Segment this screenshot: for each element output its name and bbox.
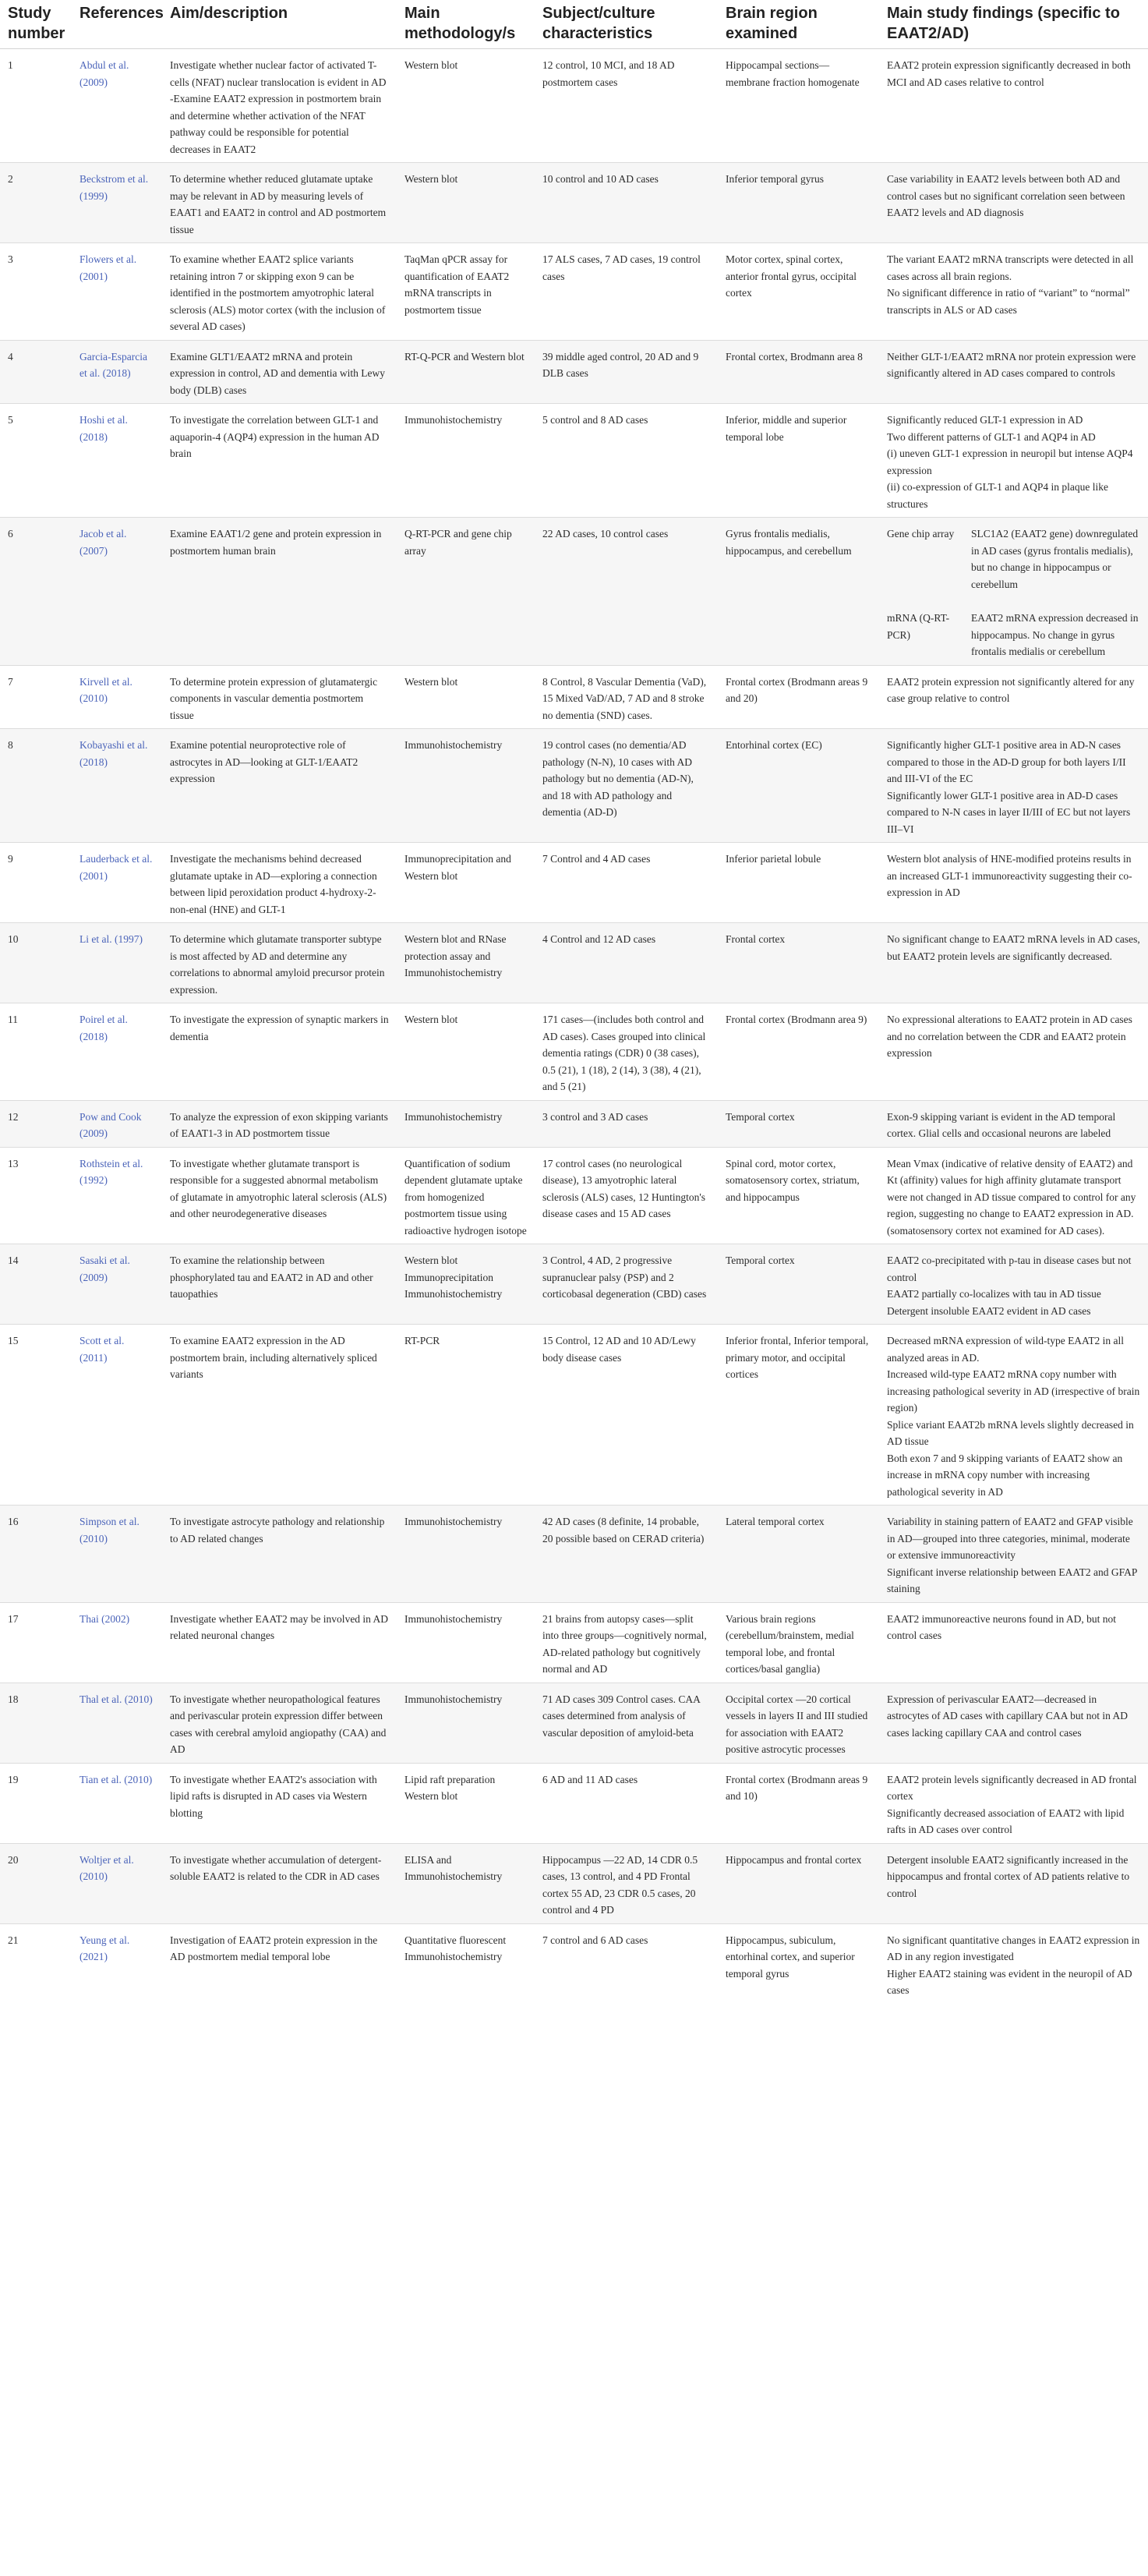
finding-line: No expressional alterations to EAAT2 protein in AD cases and no correlation between the CDR and EAAT2 protein expression (887, 1014, 1132, 1059)
reference-link[interactable]: Jacob et al. (2007) (79, 528, 127, 557)
subject-cell: 15 Control, 12 AD and 10 AD/Lewy body disease cases (535, 1325, 718, 1506)
finding-line: Neither GLT-1/EAAT2 mRNA nor protein expression were significantly altered in AD cases compared to controls (887, 350, 1136, 379)
header-references: References (72, 3, 162, 49)
subject-cell: 17 ALS cases, 7 AD cases, 19 control cases (535, 243, 718, 341)
aim-cell: To investigate whether glutamate transport is responsible for a suggested abnormal metabolism of glutamate in amyotrophic lateral sclerosis (ALS) and other neurodegenerative diseases (162, 1147, 397, 1244)
subject-cell: 8 Control, 8 Vascular Dementia (VaD), 15 Mixed VaD/AD, 7 AD and 8 stroke no dementia (SND) cases. (535, 665, 718, 729)
reference-cell (72, 1506, 162, 1603)
reference-cell (72, 1003, 162, 1101)
finding-line: EAAT2 partially co-localizes with tau in AD tissue (887, 1288, 1101, 1300)
findings-method-text: EAAT2 mRNA expression decreased in hippocampus. No change in gyrus frontalis medialis or cerebellum (971, 612, 1139, 657)
finding-line: Increased wild-type EAAT2 mRNA copy number with increasing pathological severity in AD (irrespective of brain region) (887, 1368, 1140, 1414)
findings-cell (879, 1506, 1148, 1603)
methodology-cell: Western blot and RNase protection assay and Immunohistochemistry (397, 923, 535, 1003)
finding-line: Exon-9 skipping variant is evident in the AD temporal cortex. Glial cells and occasional neurons are labeled (887, 1110, 1116, 1139)
aim-cell: Examine potential neuroprotective role of astrocytes in AD—looking at GLT-1/EAAT2 expression (162, 729, 397, 843)
table-row (0, 1325, 1148, 1506)
subject-cell: 17 control cases (no neurological disease), 13 amyotrophic lateral sclerosis (ALS) cases, 12 Huntington's disease cases and 15 AD cases (535, 1147, 718, 1244)
finding-line: Decreased mRNA expression of wild-type EAAT2 in all analyzed areas in AD. (887, 1335, 1125, 1364)
table-row (0, 49, 1148, 163)
finding-line: Significantly decreased association of EAAT2 with lipid rafts in AD cases over control (887, 1806, 1125, 1835)
finding-line: Detergent insoluble EAAT2 evident in AD cases (887, 1304, 1091, 1317)
study-number: 5 (0, 404, 72, 518)
header-subject: Subject/culture characteristics (535, 3, 718, 49)
study-number: 15 (0, 1325, 72, 1506)
aim-cell: To examine whether EAAT2 splice variants retaining intron 7 or skipping exon 9 can be identified in the postmortem amyotrophic lateral sclerosis (ALS) motor cortex (with the inclusion of several AD cases) (162, 243, 397, 341)
methodology-cell: Immunoprecipitation and Western blot (397, 843, 535, 923)
finding-line: (ii) co-expression of GLT-1 and AQP4 in plaque like structures (887, 481, 1108, 510)
table-row (0, 1683, 1148, 1763)
aim-cell: Investigation of EAAT2 protein expression in the AD postmortem medial temporal lobe (170, 1934, 378, 1962)
table-row (0, 1843, 1148, 1923)
reference-link[interactable]: Scott et al. (2011) (79, 1335, 125, 1364)
brain-region-cell: Frontal cortex (718, 923, 879, 1003)
finding-line: EAAT2 co-precipitated with p-tau in disease cases but not control (887, 1254, 1132, 1283)
reference-link[interactable]: Kobayashi et al. (2018) (79, 739, 148, 768)
findings-cell (879, 923, 1148, 1003)
methodology-cell: Quantification of sodium dependent glutamate uptake from homogenized postmortem tissue using radioactive hydrogen isotope (397, 1147, 535, 1244)
methodology-cell: RT-PCR (397, 1325, 535, 1506)
methodology-cell: Western blot Immunoprecipitation Immunohistochemistry (397, 1244, 535, 1325)
brain-region-cell: Temporal cortex (718, 1100, 879, 1147)
reference-link[interactable]: Simpson et al. (2010) (79, 1516, 140, 1545)
findings-gap (887, 593, 1140, 610)
methodology-cell: Immunohistochemistry (397, 1100, 535, 1147)
methodology-cell: Lipid raft preparation Western blot (397, 1763, 535, 1843)
methodology-cell: Western blot (397, 1003, 535, 1101)
methodology-cell: Immunohistochemistry (397, 1602, 535, 1683)
study-table (0, 3, 1148, 2004)
table-row (0, 163, 1148, 243)
reference-link[interactable]: Hoshi et al. (2018) (79, 414, 128, 443)
findings-cell (879, 243, 1148, 341)
findings-cell (879, 1602, 1148, 1683)
study-number: 19 (0, 1763, 72, 1843)
reference-cell (72, 843, 162, 923)
header-study-number: Study number (0, 3, 72, 49)
subject-cell: 3 Control, 4 AD, 2 progressive supranuclear palsy (PSP) and 2 corticobasal degeneration (CBD) cases (535, 1244, 718, 1325)
brain-region-cell: Hippocampal sections—membrane fraction homogenate (718, 49, 879, 163)
reference-link[interactable]: Beckstrom et al. (1999) (79, 173, 149, 202)
reference-link[interactable]: Kirvell et al. (2010) (79, 675, 132, 704)
table-body (0, 49, 1148, 2004)
brain-region-cell: Lateral temporal cortex (718, 1506, 879, 1603)
findings-method-text: SLC1A2 (EAAT2 gene) downregulated in AD cases (gyrus frontalis medialis), but no change in hippocampus or cerebellum (971, 528, 1139, 590)
aim-cell: Investigate whether nuclear factor of activated T-cells (NFAT) nuclear translocation is evident in AD -Examine EAAT2 expression in postmortem brain and determine whether activation of the NFAT pathway could be responsible for potential decreases in EAAT2 (162, 49, 397, 163)
findings-cell (879, 1843, 1148, 1923)
findings-cell (879, 404, 1148, 518)
subject-cell: 6 AD and 11 AD cases (535, 1763, 718, 1843)
finding-line: No significant difference in ratio of “variant” to “normal” transcripts in ALS or AD cases (887, 287, 1130, 316)
aim-cell: To analyze the expression of exon skipping variants of EAAT1-3 in AD postmortem tissue (162, 1100, 397, 1147)
methodology-cell: Immunohistochemistry (397, 404, 535, 518)
reference-cell (72, 340, 162, 404)
aim-cell: To investigate whether accumulation of detergent-soluble EAAT2 is related to the CDR in AD cases (162, 1843, 397, 1923)
reference-link[interactable]: Poirel et al. (2018) (79, 1014, 128, 1042)
findings-cell (879, 729, 1148, 843)
findings-cell (879, 665, 1148, 729)
findings-cell (879, 340, 1148, 404)
table-row (0, 1602, 1148, 1683)
aim-cell: To examine the relationship between phosphorylated tau and EAAT2 in AD and other tauopathies (162, 1244, 397, 1325)
subject-cell: 7 control and 6 AD cases (542, 1934, 648, 1946)
brain-region-cell: Gyrus frontalis medialis, hippocampus, and cerebellum (718, 518, 879, 666)
aim-cell: To determine which glutamate transporter subtype is most affected by AD and determine any correlations to abnormal amyloid precursor protein expression. (162, 923, 397, 1003)
header-findings: Main study findings (specific to EAAT2/AD) (879, 3, 1148, 49)
study-number: 7 (0, 665, 72, 729)
reference-link[interactable]: Flowers et al. (2001) (79, 253, 137, 282)
finding-line: Significantly reduced GLT-1 expression in AD (887, 414, 1083, 426)
reference-cell (72, 1763, 162, 1843)
brain-region-cell: Frontal cortex (Brodmann areas 9 and 20) (718, 665, 879, 729)
reference-link[interactable]: Li et al. (1997) (79, 933, 143, 945)
reference-cell (72, 404, 162, 518)
study-number: 4 (0, 340, 72, 404)
brain-region-cell: Temporal cortex (718, 1244, 879, 1325)
findings-cell (879, 1325, 1148, 1506)
study-number: 1 (0, 49, 72, 163)
table-row (0, 843, 1148, 923)
brain-region-cell: Motor cortex, spinal cortex, anterior frontal gyrus, occipital cortex (718, 243, 879, 341)
finding-line: Significantly lower GLT-1 positive area in AD-D cases compared to N-N cases in layer II/III of EC but not layers III–VI (887, 789, 1131, 835)
brain-region-cell: Hippocampus and frontal cortex (718, 1843, 879, 1923)
finding-line: EAAT2 protein levels significantly decreased in AD frontal cortex (887, 1773, 1137, 1802)
study-number: 12 (0, 1100, 72, 1147)
aim-cell: To determine protein expression of glutamatergic components in vascular dementia postmortem tissue (162, 665, 397, 729)
reference-cell (72, 729, 162, 843)
study-number: 21 (8, 1934, 19, 1946)
header-brain-region: Brain region examined (718, 3, 879, 49)
findings-cell (879, 163, 1148, 243)
brain-region-cell: Inferior frontal, Inferior temporal, primary motor, and occipital cortices (718, 1325, 879, 1506)
reference-cell (72, 1683, 162, 1763)
reference-link[interactable]: Yeung et al. (2021) (79, 1934, 130, 1962)
methodology-cell: Immunohistochemistry (397, 1683, 535, 1763)
reference-cell (72, 665, 162, 729)
table-row (0, 243, 1148, 341)
reference-link[interactable]: Rothstein et al. (1992) (79, 1157, 143, 1186)
aim-cell: Examine EAAT1/2 gene and protein expression in postmortem human brain (162, 518, 397, 666)
methodology-cell: Immunohistochemistry (397, 1506, 535, 1603)
aim-cell: Investigate whether EAAT2 may be involved in AD related neuronal changes (162, 1602, 397, 1683)
study-number: 9 (0, 843, 72, 923)
reference-cell (72, 1602, 162, 1683)
findings-subrow (887, 525, 1140, 593)
study-number: 17 (0, 1602, 72, 1683)
table-row (0, 1923, 1148, 2004)
table-row (0, 1506, 1148, 1603)
study-number: 20 (0, 1843, 72, 1923)
study-number: 14 (0, 1244, 72, 1325)
table-row (0, 729, 1148, 843)
header-row (0, 3, 1148, 49)
study-number: 18 (0, 1683, 72, 1763)
subject-cell: 7 Control and 4 AD cases (535, 843, 718, 923)
study-number: 8 (0, 729, 72, 843)
header-methodology: Main methodology/s (397, 3, 535, 49)
brain-region-cell: Spinal cord, motor cortex, somatosensory cortex, striatum, and hippocampus (718, 1147, 879, 1244)
reference-link[interactable]: Pow and Cook (2009) (79, 1110, 142, 1139)
aim-cell: To investigate the expression of synaptic markers in dementia (162, 1003, 397, 1101)
table-row (0, 340, 1148, 404)
aim-cell: To examine EAAT2 expression in the AD postmortem brain, including alternatively spliced variants (162, 1325, 397, 1506)
finding-line: Higher EAAT2 staining was evident in the neuropil of AD cases (887, 1967, 1132, 1996)
subject-cell: 4 Control and 12 AD cases (535, 923, 718, 1003)
table-row (0, 923, 1148, 1003)
subject-cell: Hippocampus —22 AD, 14 CDR 0.5 cases, 13 control, and 4 PD Frontal cortex 55 AD, 23 CDR 0.5 cases, 20 control and 4 PD (535, 1843, 718, 1923)
reference-link[interactable]: Lauderback et al. (2001) (79, 853, 153, 882)
brain-region-cell: Occipital cortex —20 cortical vessels in layers II and III studied for association with EAAT2 positive astrocytic processes (718, 1683, 879, 1763)
table-row (0, 1244, 1148, 1325)
findings-cell (879, 1100, 1148, 1147)
table-row (0, 1003, 1148, 1101)
finding-line: (i) uneven GLT-1 expression in neuropil but intense AQP4 expression (887, 448, 1133, 476)
methodology-cell: TaqMan qPCR assay for quantification of EAAT2 mRNA transcripts in postmortem tissue (397, 243, 535, 341)
subject-cell: 39 middle aged control, 20 AD and 9 DLB cases (535, 340, 718, 404)
subject-cell: 21 brains from autopsy cases—split into three groups—cognitively normal, AD-related pathology but cognitively normal and AD (535, 1602, 718, 1683)
aim-cell: To investigate astrocyte pathology and relationship to AD related changes (162, 1506, 397, 1603)
study-number: 3 (0, 243, 72, 341)
reference-cell (72, 1843, 162, 1923)
methodology-cell: Immunohistochemistry (397, 729, 535, 843)
reference-link[interactable]: Thal et al. (2010) (79, 1693, 153, 1705)
finding-line: Significantly higher GLT-1 positive area in AD-N cases compared to those in the AD-D group for both layers I/II and III-VI of the EC (887, 739, 1126, 784)
reference-link[interactable]: Woltjer et al. (2010) (79, 1853, 134, 1882)
study-number: 6 (0, 518, 72, 666)
subject-cell: 42 AD cases (8 definite, 14 probable, 20 possible based on CERAD criteria) (535, 1506, 718, 1603)
reference-cell (72, 923, 162, 1003)
subject-cell: 71 AD cases 309 Control cases. CAA cases determined from analysis of vascular deposition of amyloid-beta (535, 1683, 718, 1763)
finding-line: Mean Vmax (indicative of relative density of EAAT2) and Kt (affinity) values for high affinity glutamate transport were not changed in AD tissue compared to control for any region, suggesting no change to EAAT2 expression in AD. (somatosensory cortex not examined for AD cases). (887, 1157, 1136, 1237)
findings-subrow (887, 610, 1140, 660)
subject-cell: 3 control and 3 AD cases (535, 1100, 718, 1147)
finding-line: Case variability in EAAT2 levels between both AD and control cases but no significant correlation seen between EAAT2 levels and AD diagnosis (887, 173, 1125, 218)
methodology-cell: Western blot (397, 163, 535, 243)
finding-line: Western blot analysis of HNE-modified proteins results in an increased GLT-1 immunoreactivity suggesting their co-expression in AD (887, 853, 1132, 898)
reference-cell (72, 163, 162, 243)
reference-link[interactable]: Sasaki et al. (2009) (79, 1254, 130, 1283)
finding-line: Two different patterns of GLT-1 and AQP4 in AD (887, 430, 1096, 443)
methodology-cell: ELISA and Immunohistochemistry (397, 1843, 535, 1923)
brain-region-cell: Frontal cortex, Brodmann area 8 (718, 340, 879, 404)
reference-link[interactable]: Thai (2002) (79, 1612, 130, 1625)
subject-cell: 10 control and 10 AD cases (535, 163, 718, 243)
table-row (0, 1147, 1148, 1244)
subject-cell: 5 control and 8 AD cases (535, 404, 718, 518)
finding-line: Both exon 7 and 9 skipping variants of EAAT2 show an increase in mRNA copy number with increasing pathological severity in AD (887, 1452, 1123, 1498)
table-row (0, 1763, 1148, 1843)
aim-cell: Investigate the mechanisms behind decreased glutamate uptake in AD—exploring a connection between lipid peroxidation product 4-hydroxy-2-non-enal (HNE) and GLT-1 (162, 843, 397, 923)
table-row (0, 665, 1148, 729)
findings-cell (879, 843, 1148, 923)
subject-cell: 171 cases—(includes both control and AD cases). Cases grouped into clinical dementia ratings (CDR) 0 (38 cases), 0.5 (21), 1 (18), 2 (14), 3 (38), 4 (21), and 5 (21) (535, 1003, 718, 1101)
study-number: 10 (0, 923, 72, 1003)
aim-cell: To investigate the correlation between GLT-1 and aquaporin-4 (AQP4) expression in the human AD brain (162, 404, 397, 518)
header-aim: Aim/description (162, 3, 397, 49)
finding-line: Variability in staining pattern of EAAT2 and GFAP visible in AD—grouped into three categories, minimal, moderate or extensive immunoreactivity (887, 1516, 1133, 1561)
study-number: 16 (0, 1506, 72, 1603)
table-row (0, 404, 1148, 518)
brain-region-cell: Inferior parietal lobule (718, 843, 879, 923)
findings-cell (879, 1923, 1148, 2004)
reference-cell (72, 243, 162, 341)
finding-line: EAAT2 protein expression significantly decreased in both MCI and AD cases relative to control (887, 59, 1131, 88)
subject-cell: 12 control, 10 MCI, and 18 AD postmortem cases (535, 49, 718, 163)
study-number: 2 (0, 163, 72, 243)
finding-line: EAAT2 immunoreactive neurons found in AD, but not control cases (887, 1612, 1116, 1641)
finding-line: Expression of perivascular EAAT2—decreased in astrocytes of AD cases with capillary CAA but not in AD cases lacking capillary CAA and control cases (887, 1693, 1128, 1739)
brain-region-cell: Inferior temporal gyrus (718, 163, 879, 243)
study-number: 11 (0, 1003, 72, 1101)
methodology-cell: Q-RT-PCR and gene chip array (397, 518, 535, 666)
table-row (0, 1100, 1148, 1147)
reference-link[interactable]: Tian et al. (2010) (79, 1773, 153, 1785)
reference-cell (72, 1100, 162, 1147)
brain-region-cell: Hippocampus, subiculum, entorhinal cortex, and superior temporal gyrus (726, 1934, 855, 1980)
reference-cell (72, 1244, 162, 1325)
aim-cell: To determine whether reduced glutamate uptake may be relevant in AD by measuring levels of EAAT1 and EAAT2 in control and AD postmortem tissue (162, 163, 397, 243)
methodology-cell: RT-Q-PCR and Western blot (397, 340, 535, 404)
brain-region-cell: Inferior, middle and superior temporal lobe (718, 404, 879, 518)
finding-line: No significant quantitative changes in EAAT2 expression in AD in any region investigated (887, 1934, 1140, 1962)
brain-region-cell: Entorhinal cortex (EC) (718, 729, 879, 843)
findings-cell (879, 1763, 1148, 1843)
finding-line: Splice variant EAAT2b mRNA levels slightly decreased in AD tissue (887, 1418, 1134, 1447)
findings-cell (879, 1147, 1148, 1244)
brain-region-cell: Frontal cortex (Brodmann areas 9 and 10) (718, 1763, 879, 1843)
reference-cell (72, 49, 162, 163)
reference-link[interactable]: Abdul et al. (2009) (79, 59, 129, 88)
reference-cell (72, 518, 162, 666)
reference-cell (72, 1325, 162, 1506)
reference-link[interactable]: Garcia-Esparcia et al. (2018) (79, 350, 147, 379)
aim-cell: To investigate whether EAAT2's association with lipid rafts is disrupted in AD cases via Western blotting (162, 1763, 397, 1843)
findings-cell (879, 1244, 1148, 1325)
finding-line: No significant change to EAAT2 mRNA levels in AD cases, but EAAT2 protein levels are significantly decreased. (887, 933, 1140, 962)
methodology-cell: Western blot (397, 49, 535, 163)
aim-cell: Examine GLT1/EAAT2 mRNA and protein expression in control, AD and dementia with Lewy body (DLB) cases (162, 340, 397, 404)
reference-cell (72, 1147, 162, 1244)
brain-region-cell: Various brain regions (cerebellum/brainstem, medial temporal lobe, and frontal cortices/basal ganglia) (718, 1602, 879, 1683)
finding-line: The variant EAAT2 mRNA transcripts were detected in all cases across all brain regions. (887, 253, 1134, 282)
finding-line: Detergent insoluble EAAT2 significantly increased in the hippocampus and frontal cortex of AD patients relative to control (887, 1853, 1130, 1899)
study-number: 13 (0, 1147, 72, 1244)
methodology-cell: Western blot (397, 665, 535, 729)
findings-subgrid (887, 525, 1140, 660)
findings-cell (879, 1683, 1148, 1763)
methodology-cell: Quantitative fluorescent Immunohistochemistry (404, 1934, 507, 1962)
reference-cell (72, 1923, 162, 2004)
subject-cell: 19 control cases (no dementia/AD pathology (N-N), 10 cases with AD pathology but no dementia (AD-N), and 18 with AD pathology and dementia (AD-D) (535, 729, 718, 843)
brain-region-cell: Frontal cortex (Brodmann area 9) (718, 1003, 879, 1101)
table-row (0, 518, 1148, 666)
finding-line: Significant inverse relationship between EAAT2 and GFAP staining (887, 1566, 1137, 1594)
findings-method-label: Gene chip array (887, 528, 955, 540)
findings-cell (879, 1003, 1148, 1101)
findings-cell (879, 49, 1148, 163)
findings-method-label: mRNA (Q-RT-PCR) (887, 612, 950, 641)
findings-cell (879, 518, 1148, 666)
aim-cell: To investigate whether neuropathological features and perivascular protein expression differ between cases with cerebral amyloid angiopathy (CAA) and AD (162, 1683, 397, 1763)
finding-line: EAAT2 protein expression not significantly altered for any case group relative to control (887, 675, 1135, 704)
subject-cell: 22 AD cases, 10 control cases (535, 518, 718, 666)
